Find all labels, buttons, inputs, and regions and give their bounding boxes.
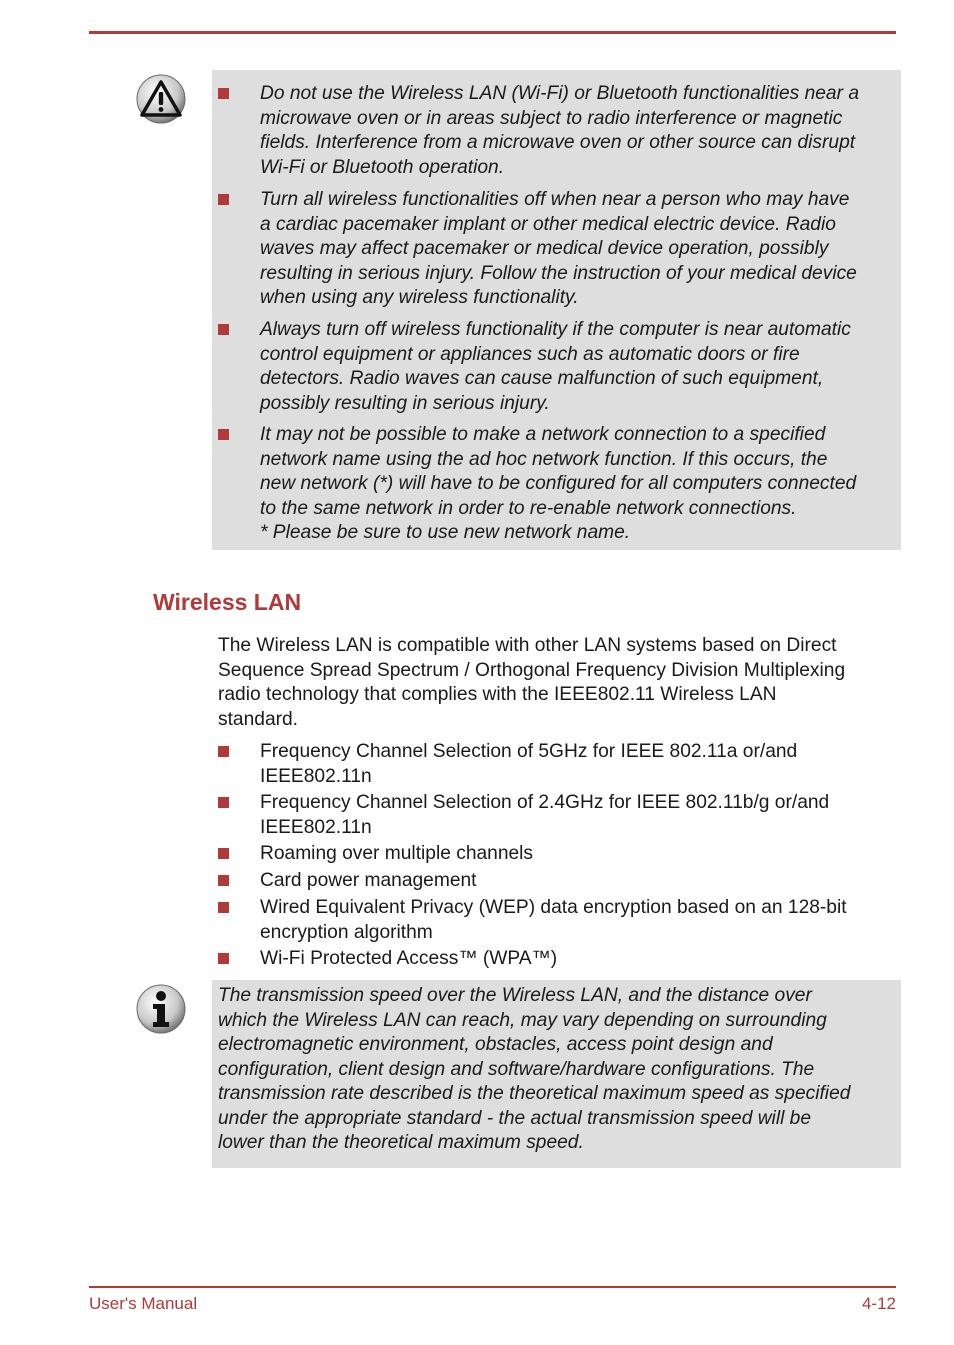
feature-text: Frequency Channel Selection of 2.4GHz for IEEE 802.11b/g or/and IEEE802.11n	[260, 792, 830, 838]
section-title: Wireless LAN	[153, 589, 302, 615]
feature-text: Roaming over multiple channels	[260, 843, 534, 864]
feature-text: Card power management	[260, 870, 477, 891]
bullet-icon	[218, 194, 229, 205]
bullet-icon	[218, 902, 229, 913]
bullet-icon	[218, 848, 229, 859]
bullet-icon	[218, 953, 229, 964]
warning-text: Turn all wireless functionalities off when near a person who may have a cardiac pacemaker implant or other medical electric device. Radio waves may affect pacemaker or medical device operation, possibly resulting in serious injury. Follow the instruction of your medical device when using any wireless functionality.	[260, 189, 857, 308]
bullet-icon	[218, 746, 229, 757]
bullet-icon	[218, 797, 229, 808]
bullet-icon	[218, 875, 229, 886]
feature-text: Wi-Fi Protected Access™ (WPA™)	[260, 948, 558, 969]
warning-icon	[136, 74, 186, 124]
header-rule	[89, 31, 896, 34]
page-number: 4-12	[861, 1294, 896, 1313]
info-icon	[136, 984, 186, 1034]
warning-text: Do not use the Wireless LAN (Wi-Fi) or Bluetooth functionalities near a microwave oven or in areas subject to radio interference or magnetic fields. Interference from a microwave oven or other source can disrupt Wi-Fi or Bluetooth operation.	[260, 83, 859, 178]
footer-title: User's Manual	[89, 1294, 198, 1313]
warning-text: Always turn off wireless functionality if the computer is near automatic control equipment or appliances such as automatic doors or fire detectors. Radio waves can cause malfunction of such equipment, possibly resulting in serious injury.	[260, 319, 851, 414]
note-box	[212, 980, 901, 1168]
bullet-icon	[218, 88, 229, 99]
intro-paragraph: The Wireless LAN is compatible with other LAN systems based on Direct Sequence Spread Spectrum / Orthogonal Frequency Division Multiplexing radio technology that complies with the IEEE802.11 Wireless LAN standard.	[218, 635, 846, 730]
note-text: The transmission speed over the Wireless LAN, and the distance over which the Wireless LAN can reach, may vary depending on surrounding electromagnetic environment, obstacles, access point design and configuration, client design and software/hardware configurations. The transmission rate described is the theoretical maximum speed as specified under the appropriate standard - the actual transmission speed will be lower than the theoretical maximum speed.	[218, 985, 851, 1153]
bullet-icon	[218, 429, 229, 440]
footer-rule	[89, 1286, 896, 1288]
warning-box	[212, 70, 901, 550]
warning-text: It may not be possible to make a network connection to a specified network name using the ad hoc network function. If this occurs, the new network (*) will have to be configured for all computers connected to the same network in order to re-enable network connections. * Please be sure to use new network name.	[260, 424, 857, 543]
bullet-icon	[218, 324, 229, 335]
feature-text: Frequency Channel Selection of 5GHz for IEEE 802.11a or/and IEEE802.11n	[260, 741, 798, 787]
feature-text: Wired Equivalent Privacy (WEP) data encryption based on an 128-bit encryption algorithm	[260, 897, 847, 943]
